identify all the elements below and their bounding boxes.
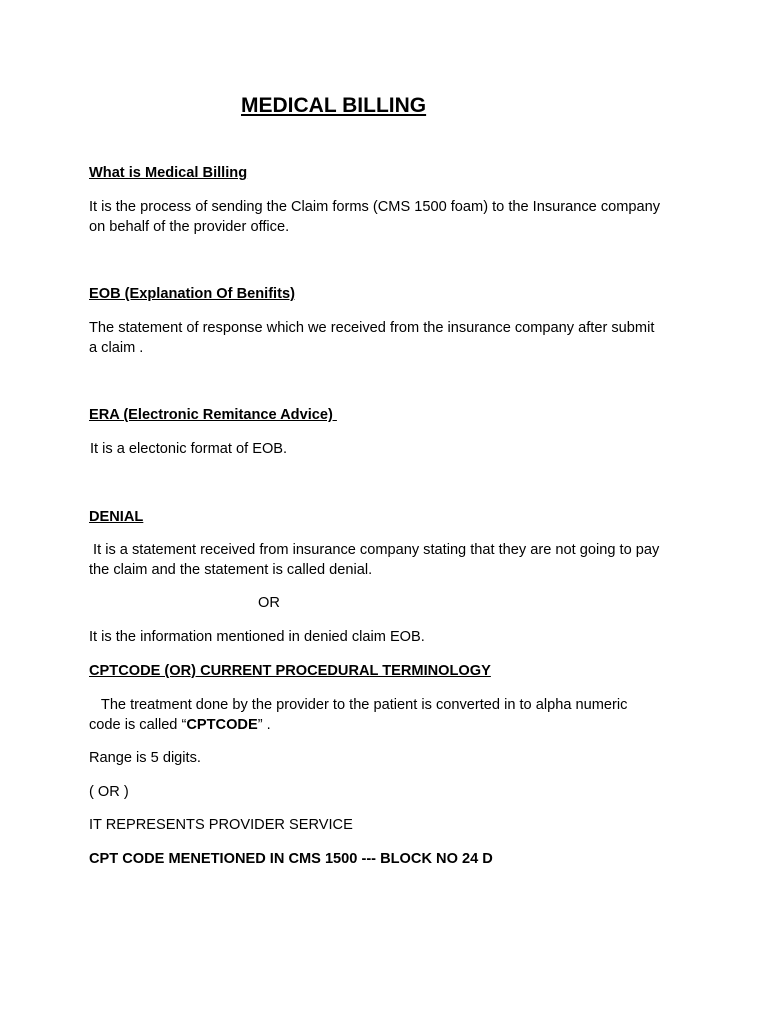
heading-eob: EOB (Explanation Of Benifits)	[89, 286, 295, 302]
medical-billing-text-line-2: on behalf of the provider office.	[89, 219, 290, 235]
denial-text-line-1: It is a statement received from insurance company stating that they are not going to pay	[89, 542, 660, 558]
heading-cptcode: CPTCODE (OR) CURRENT PROCEDURAL TERMINOLOGY	[89, 663, 491, 679]
cptcode-text-line-1: The treatment done by the provider to the patient is converted in to alpha numeric	[89, 697, 628, 713]
cptcode-line-2-suffix: ” .	[257, 717, 271, 733]
cptcode-represents: IT REPRESENTS PROVIDER SERVICE	[89, 817, 353, 833]
medical-billing-text-line-1: It is the process of sending the Claim forms (CMS 1500 foam) to the Insurance company	[89, 199, 661, 215]
heading-denial: DENIAL	[89, 509, 144, 525]
era-text-line-1: It is a electonic format of EOB.	[90, 441, 288, 457]
eob-text-line-1: The statement of response which we received from the insurance company after submit	[89, 320, 655, 336]
eob-text-line-2: a claim .	[89, 340, 144, 356]
heading-era: ERA (Electronic Remitance Advice)	[89, 407, 337, 423]
cptcode-or: ( OR )	[89, 784, 129, 800]
denial-or: OR	[258, 595, 280, 611]
cptcode-range: Range is 5 digits.	[89, 750, 201, 766]
cptcode-line-2-prefix: code is called “	[89, 717, 187, 733]
cptcode-text-line-2	[89, 715, 271, 735]
denial-text-line-3: It is the information mentioned in denied claim EOB.	[89, 629, 425, 645]
denial-text-line-2: the claim and the statement is called denial.	[89, 562, 373, 578]
document-title: MEDICAL BILLING	[241, 94, 427, 117]
heading-medical-billing: What is Medical Billing	[89, 165, 248, 181]
cptcode-block: CPT CODE MENETIONED IN CMS 1500 --- BLOCK NO 24 D	[89, 851, 493, 867]
cptcode-bold-term: CPTCODE	[186, 717, 258, 733]
